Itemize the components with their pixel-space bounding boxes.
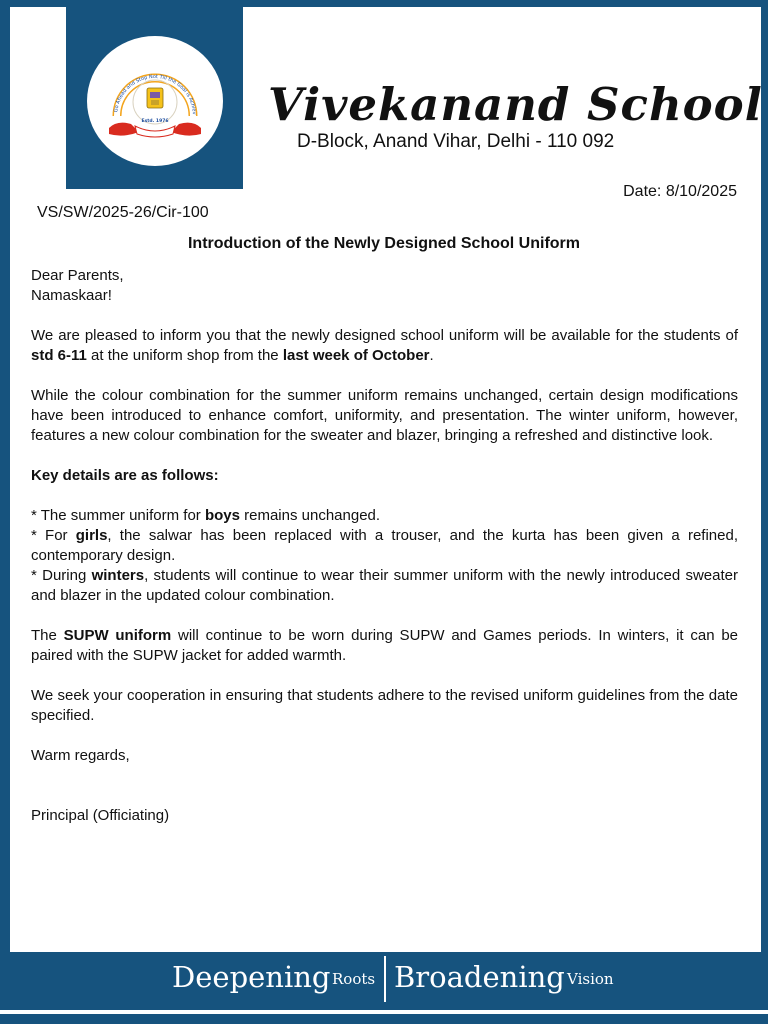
footer-word-vision: Vision [567,970,614,988]
logo-panel [66,7,243,189]
heading-text: Key details are as follows: [31,467,219,484]
circular-date: Date: 8/10/2025 [623,183,737,200]
school-emblem-icon [87,36,223,166]
school-address: D-Block, Anand Vihar, Delhi - 110 092 [297,131,615,152]
school-name: Vivekanand School [268,78,763,131]
school-logo [87,36,223,166]
closing-line: Warm regards, [31,747,130,764]
footer-bottom-band [0,1014,768,1024]
highlight-date: last week of October [282,347,430,364]
text-span: * For [31,527,76,544]
circular-body [31,266,738,826]
footer-word-broadening: Broadening [394,960,565,994]
text-span: at the uniform shop from the [86,347,283,364]
text-span: will continue to be worn during SUPW and Games periods. In winters, it can be paired with the SUPW jacket for added warmth. [31,627,739,664]
text-span: , students will continue to wear their summer uniform with the newly introduced sweater and blazer in the updated colour combination. [31,567,738,604]
text-span: , the salwar has been replaced with a trouser, and the kurta has been given a refined, contemporary design. [31,527,738,564]
paragraph-cooperation: We seek your cooperation in ensuring that students adhere to the revised uniform guidelines from the date specified. [31,687,738,724]
text-span: * During [31,567,92,584]
paragraph-availability [31,326,738,366]
text-span: . [429,347,434,364]
list-item [31,566,738,606]
footer-banner [0,952,768,1010]
text-span: We are pleased to inform you that the newly designed school uniform will be available for the students of [31,327,738,344]
logo-motto: Go Ahead and Stop Not Till the Goal is Achiev [113,73,197,115]
key-details-heading [31,466,738,486]
signatory: Principal (Officiating) [31,807,170,824]
highlight-text: boys [204,507,240,524]
paragraph-supw [31,626,738,666]
highlight-classes: std 6-11 [31,347,87,364]
paragraph-design: While the colour combination for the summer uniform remains unchanged, certain design modifications have been introduced to enhance comfort, uniformity, and presentation. The winter uniform, however, features a new colour combination for the sweater and blazer, bringing a refreshed and distinctive look. [31,387,738,444]
footer-divider [384,956,386,1002]
greeting-line: Dear Parents, [31,267,124,284]
highlight-text: winters [91,567,145,584]
list-item [31,506,738,526]
greeting-line: Namaskaar! [31,287,112,304]
text-span: * The summer uniform for [31,507,205,524]
circular-reference: VS/SW/2025-26/Cir-100 [37,204,209,221]
logo-estd: Estd. 1976 [141,119,169,124]
circular-subject: Introduction of the Newly Designed School Uniform [187,235,580,252]
highlight-text: SUPW uniform [63,627,172,644]
footer-word-deepening: Deepening [172,960,331,994]
highlight-text: girls [75,527,108,544]
list-item [31,526,738,566]
footer-word-roots: Roots [332,970,376,988]
text-span: The [31,627,64,644]
text-span: remains unchanged. [239,507,381,524]
